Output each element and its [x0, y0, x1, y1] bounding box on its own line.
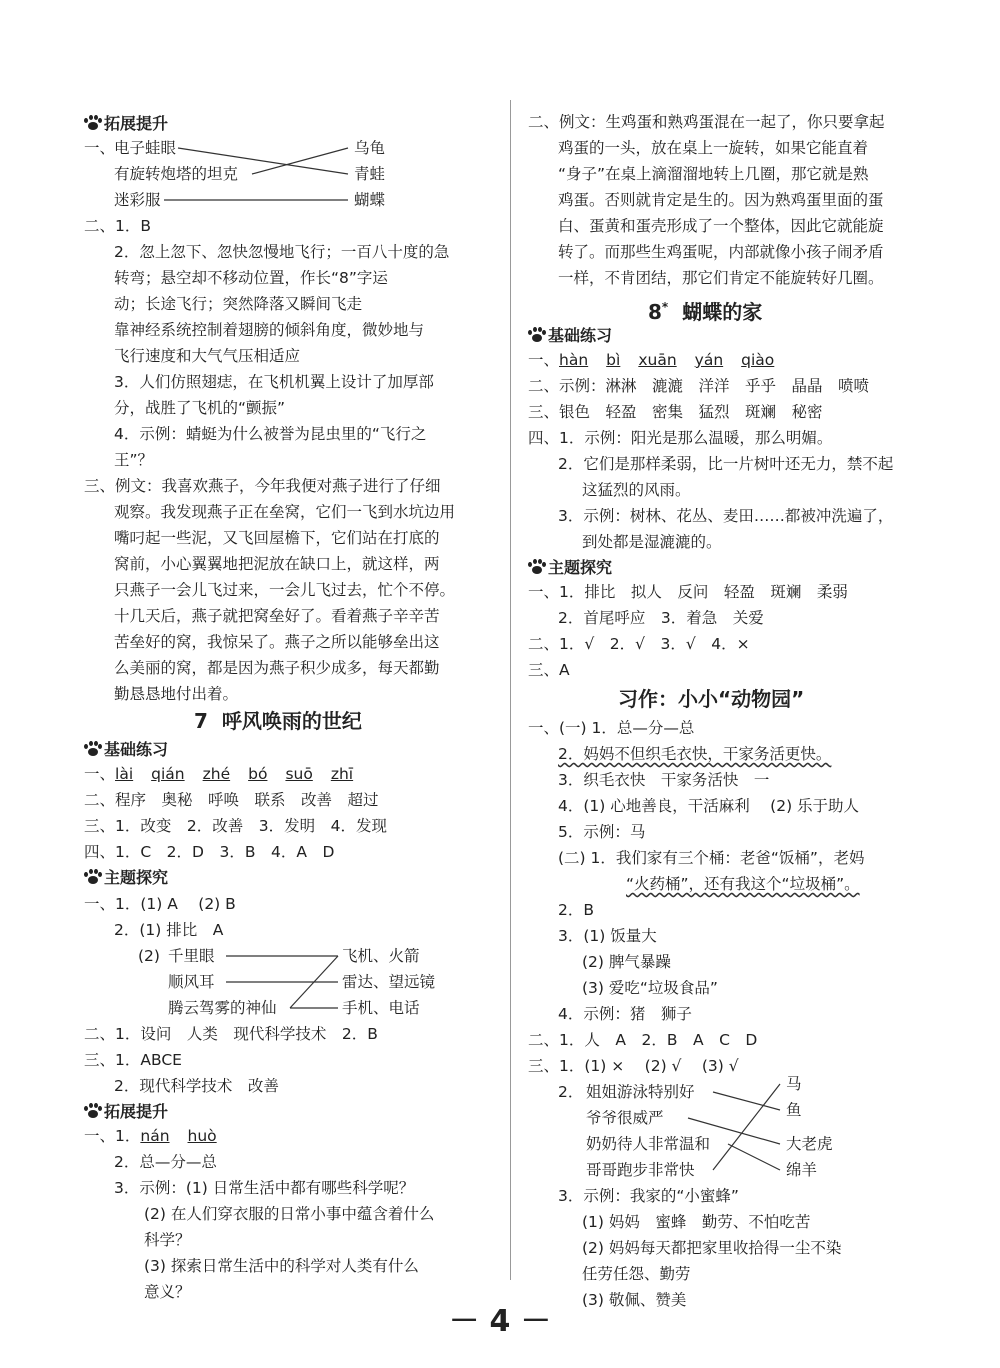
answer-line: 三、1．改变 2．改善 3．发明 4．发现 [84, 817, 387, 835]
match-right-item: 乌龟 [354, 139, 386, 157]
match-prefix: (2) [138, 947, 160, 965]
section-header-jichu: 基础练习 [84, 740, 168, 760]
answer-line: 3．示例：树林、花丛、麦田……都被冲洗遍了， [558, 507, 894, 525]
match-right-item: 绵羊 [786, 1161, 818, 1179]
answer-line: 3．示例：我家的“小蜜蜂” [558, 1187, 739, 1205]
answer-line: 2．总—分—总 [114, 1153, 217, 1171]
match-prefix: 2． [558, 1083, 584, 1101]
answer-line: 4．(1) 心地善良，干活麻利 (2) 乐于助人 [558, 797, 860, 815]
match-left-item: 千里眼 [168, 947, 215, 965]
answer-line: 3．织毛衣快 干家务活快 一 [558, 771, 770, 789]
answer-line: 一、(一) 1．总—分—总 [528, 719, 695, 737]
essay-line: 二、例文：生鸡蛋和熟鸡蛋混在一起了，你只要拿起 [528, 113, 885, 131]
essay-line: 十几天后，燕子就把窝垒好了。看着燕子辛辛苦 [114, 607, 440, 625]
essay-line: 窝前，小心翼翼地把泥放在缺口上，就这样，两 [114, 555, 440, 573]
answer-line: (2) 脾气暴躁 [582, 953, 671, 971]
answer-line: (1) 妈妈 蜜蜂 勤劳、不怕吃苦 [582, 1213, 811, 1231]
match-right-item: 马 [786, 1075, 802, 1093]
answer-line: 二、程序 奥秘 呼唤 联系 改善 超过 [84, 791, 379, 809]
match-right-item: 青蛙 [354, 165, 386, 183]
answer-line: 意义？ [144, 1283, 191, 1301]
answer-line: 四、1．示例：阳光是那么温暖，那么明媚。 [528, 429, 833, 447]
essay-line: 么美丽的窝，都是因为燕子积少成多，每天都勤 [114, 659, 440, 677]
answer-line: 2．(1) 排比 A [114, 921, 224, 939]
answer-line: 二、1．设问 人类 现代科学技术 2．B [84, 1025, 378, 1043]
match-right-item: 手机、电话 [342, 999, 420, 1017]
match-right-item: 鱼 [786, 1101, 802, 1119]
answer-line: 三、1．(1) × (2) √ (3) √ [528, 1057, 739, 1075]
page-number: － 4 － [449, 1304, 551, 1339]
answer-line: 靠神经系统控制着翅膀的倾斜角度，微妙地与 [114, 321, 425, 339]
essay-line: 观察。我发现燕子正在垒窝，它们一飞到水坑边用 [114, 503, 456, 521]
match-right-item: 雷达、望远镜 [342, 973, 436, 991]
match-left-item: 爷爷很威严 [586, 1109, 664, 1127]
answer-line: 三、1．ABCE [84, 1051, 182, 1069]
answer-line: 一、1．(1) A (2) B [84, 895, 236, 913]
answer-line: 二、1．√ 2．√ 3．√ 4．× [528, 635, 750, 653]
paw-icon [84, 1103, 102, 1119]
answer-line: 5．示例：马 [558, 823, 646, 841]
section-header-tuozhan: 拓展提升 [84, 1102, 168, 1122]
essay-line: 一样，不肯团结，那它们肯定不能旋转好几圈。 [558, 269, 884, 287]
answer-line: 3．(1) 饭量大 [558, 927, 657, 945]
answer-line: 王”？ [114, 451, 154, 469]
answer-line: 分，战胜了飞机的“颤振” [114, 399, 286, 417]
answer-line: 2．现代科学技术 改善 [114, 1077, 279, 1095]
answer-line: 3．示例：(1) 日常生活中都有哪些科学呢？ [114, 1179, 415, 1197]
answer-line: 二、1．B [84, 217, 151, 235]
essay-line: 只燕子一会儿飞过来，一会儿飞过去，忙个不停。 [114, 581, 456, 599]
connector-line [713, 1084, 780, 1170]
essay-line: 苦垒好的窝，我惊呆了。燕子之所以能够垒出这 [114, 633, 440, 651]
essay-line: 勤恳恳地付出着。 [114, 685, 239, 703]
answer-line: 到处都是湿漉漉的。 [582, 533, 722, 551]
answer-line: 一、1．排比 拟人 反问 轻盈 斑斓 柔弱 [528, 583, 848, 601]
match-connector-lines [528, 104, 938, 1194]
answer-line: 转弯；悬空却不移动位置，作长“8”字运 [114, 269, 388, 287]
answer-line: (3) 探索日常生活中的科学对人类有什么 [144, 1257, 419, 1275]
match-left-item: 哥哥跑步非常快 [586, 1161, 695, 1179]
answer-line: (3) 爱吃“垃圾食品” [582, 979, 718, 997]
answer-line-underlined: 2．妈妈不但织毛衣快，干家务活更快。 [558, 745, 832, 763]
essay-line: 三、例文：我喜欢燕子，今年我便对燕子进行了仔细 [84, 477, 441, 495]
section-header-zhuti: 主题探究 [528, 558, 612, 578]
essay-line: 鸡蛋的一头，放在桌上一旋转，如果它能直着 [558, 139, 869, 157]
match-left-item: 腾云驾雾的神仙 [168, 999, 277, 1017]
match-label: 一、 [84, 139, 116, 157]
answer-line: (2) 在人们穿衣服的日常小事中蕴含着什么 [144, 1205, 435, 1223]
section-header-zhuti: 主题探究 [84, 868, 168, 888]
answer-line: 飞行速度和大气气压相适应 [114, 347, 301, 365]
lesson-title: 8* 蝴蝶的家 [648, 300, 763, 324]
answer-line: 四、1．C 2．D 3．B 4．A D [84, 843, 335, 861]
match-connector-lines [84, 104, 494, 1024]
answer-line: 4．示例：蜻蜓为什么被誉为昆虫里的“飞行之 [114, 425, 427, 443]
answer-line: 三、A [528, 661, 570, 679]
pinyin-answer: 一、lài qián zhé bó suō zhī [84, 765, 354, 783]
essay-line: 转了。而那些生鸡蛋呢，内部就像小孩子闹矛盾 [558, 243, 884, 261]
answer-line: 2．它们是那样柔弱，比一片树叶还无力，禁不起 [558, 455, 894, 473]
match-right-item: 蝴蝶 [354, 191, 386, 209]
composition-title: 习作：小小“动物园” [618, 687, 805, 711]
pinyin-answer: 一、hàn bì xuān yán qiào [528, 351, 775, 369]
answer-line: (二) 1．我们家有三个桶：老爸“饭桶”，老妈 [558, 849, 865, 867]
answer-line: 这猛烈的风雨。 [582, 481, 691, 499]
match-left-item: 奶奶待人非常温和 [586, 1135, 711, 1153]
essay-line: 鸡蛋。否则就肯定是生的。因为熟鸡蛋里面的蛋 [558, 191, 884, 209]
answer-line: 二、示例：淋淋 漉漉 洋洋 乎乎 晶晶 喷喷 [528, 377, 870, 395]
essay-line: “身子”在桌上滴溜溜地转上几圈，那它就是熟 [558, 165, 869, 183]
essay-line: 嘴叼起一些泥，又飞回屋檐下，它们站在打底的 [114, 529, 440, 547]
answer-line: 三、银色 轻盈 密集 猛烈 斑斓 秘密 [528, 403, 823, 421]
match-left-item: 姐姐游泳特别好 [586, 1083, 695, 1101]
answer-line: 2．忽上忽下、忽快忽慢地飞行；一百八十度的急 [114, 243, 450, 261]
match-left-item: 顺风耳 [168, 973, 215, 991]
answer-line: 2．B [558, 901, 594, 919]
connector-line [688, 1118, 780, 1144]
match-right-item: 大老虎 [786, 1135, 833, 1153]
section-header-tuozhan: 拓展提升 [84, 114, 168, 134]
section-header-jichu: 基础练习 [528, 326, 612, 346]
answer-line: 3．人们仿照翅痣，在飞机机翼上设计了加厚部 [114, 373, 434, 391]
column-divider [510, 100, 511, 1280]
match-left-item: 迷彩服 [114, 191, 161, 209]
answer-line: 科学？ [144, 1231, 191, 1249]
answer-line-underlined: “火药桶”，还有我这个“垃圾桶”。 [626, 875, 860, 893]
connector-line [713, 1092, 780, 1110]
answer-line: (2) 妈妈每天都把家里收拾得一尘不染 [582, 1239, 842, 1257]
answer-line: 动；长途飞行；突然降落又瞬间飞走 [114, 295, 363, 313]
match-left-item: 电子蛙眼 [114, 139, 177, 157]
match-left-item: 有旋转炮塔的坦克 [114, 165, 239, 183]
essay-line: 白、蛋黄和蛋壳形成了一个整体，因此它就能旋 [558, 217, 884, 235]
answer-line: (3) 敬佩、赞美 [582, 1291, 687, 1309]
answer-line: 4．示例：猪 狮子 [558, 1005, 692, 1023]
answer-line: 2．首尾呼应 3．着急 关爱 [558, 609, 764, 627]
answer-line: 任劳任怨、勤劳 [582, 1265, 691, 1283]
connector-line [728, 1144, 780, 1170]
match-right-item: 飞机、火箭 [342, 947, 420, 965]
lesson-title: 7 呼风唤雨的世纪 [194, 709, 362, 733]
pinyin-answer: 一、1．nán huò [84, 1127, 217, 1145]
answer-line: 二、1．人 A 2．B A C D [528, 1031, 758, 1049]
